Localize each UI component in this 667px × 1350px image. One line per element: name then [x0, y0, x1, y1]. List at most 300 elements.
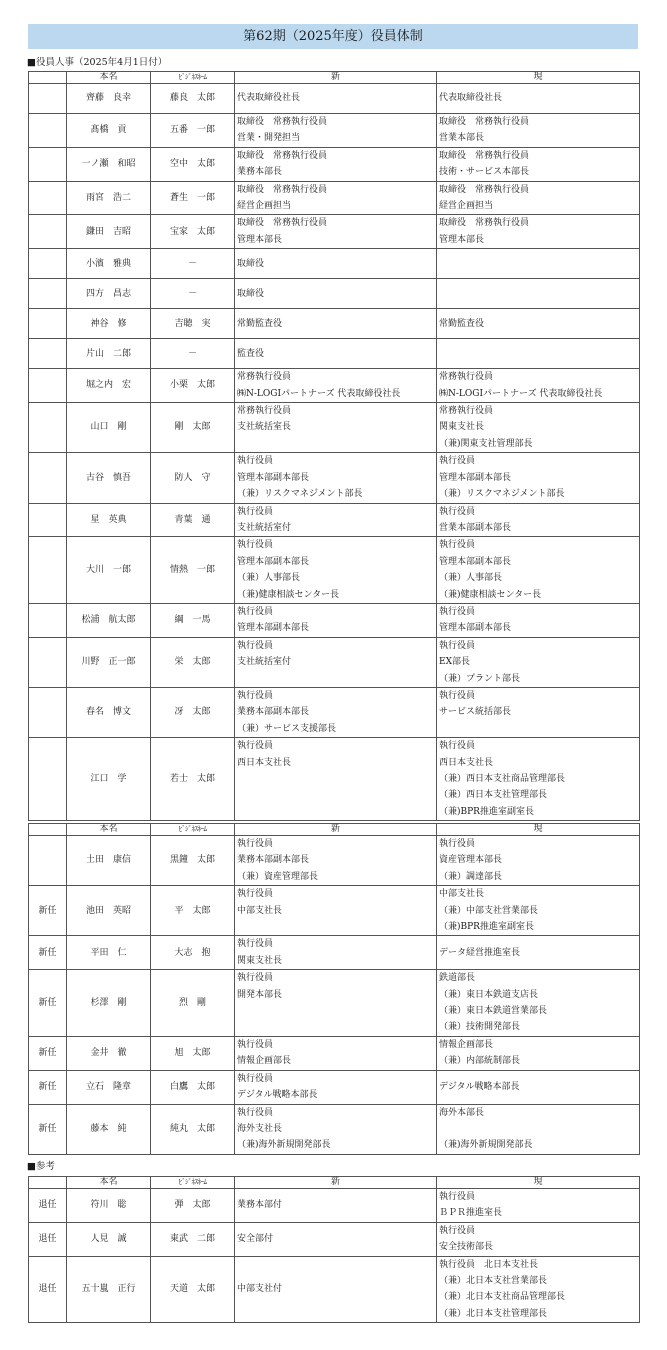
- position-line: （兼）リスクマネジメント部長: [439, 489, 565, 500]
- position-line: （兼）人事部長: [237, 573, 301, 584]
- position-line: [439, 721, 637, 737]
- position-line: [237, 1019, 434, 1035]
- status-cell: [29, 215, 67, 249]
- table-row: [29, 1070, 640, 1104]
- current-position-cell: [437, 369, 640, 403]
- position-line: 執行役員 北日本支社長: [439, 1259, 539, 1270]
- position-line: 常務執行役員: [439, 406, 494, 417]
- position-line: サービス統括部長: [439, 707, 512, 718]
- status-cell: [29, 836, 67, 886]
- table-row: [29, 687, 640, 737]
- business-name-cell: 情熱 一郎: [151, 537, 235, 604]
- name-cell: 神谷 修: [67, 309, 151, 339]
- status-cell: 退任: [29, 1222, 67, 1256]
- table-row: [29, 1036, 640, 1070]
- table-row: [29, 114, 640, 148]
- table-row: [29, 181, 640, 215]
- name-cell: 堀之内 宏: [67, 369, 151, 403]
- position-line: 管理本部副本部長: [237, 472, 310, 483]
- position-line: 関東支社長: [439, 422, 485, 433]
- position-line: 執行役員: [237, 1107, 274, 1118]
- table-row: [29, 403, 640, 453]
- position-line: 取締役 常務執行役員: [439, 184, 530, 195]
- new-position-cell: [235, 936, 437, 970]
- header-current: 現: [437, 72, 640, 84]
- business-name-cell: 大志 抱: [151, 936, 235, 970]
- position-line: 業務本部副本部長: [237, 855, 310, 866]
- name-cell: 雨宮 浩二: [67, 181, 151, 215]
- current-position-cell: [437, 279, 640, 309]
- header-status: [29, 72, 67, 84]
- appointments-table: [28, 71, 640, 821]
- section-label-reference: ■参考: [27, 1161, 55, 1172]
- status-cell: [29, 537, 67, 604]
- name-cell: 符川 聡: [67, 1189, 151, 1223]
- name-cell: 古谷 慎吾: [67, 453, 151, 503]
- status-cell: [29, 603, 67, 637]
- page-title: 第62期（2025年度）役員体制: [28, 24, 638, 49]
- position-line: 経営企画担当: [237, 201, 292, 212]
- current-position-cell: [437, 738, 640, 821]
- status-cell: 新任: [29, 970, 67, 1037]
- position-line: 執行役員: [237, 690, 274, 701]
- name-cell: 立石 隆章: [67, 1070, 151, 1104]
- position-line: 執行役員: [237, 741, 274, 752]
- header-status: [29, 824, 67, 836]
- position-line: 取締役 常務執行役員: [237, 117, 328, 127]
- position-line: 関東支社長: [237, 955, 283, 966]
- name-cell: 片山 二郎: [67, 339, 151, 369]
- status-cell: [29, 403, 67, 453]
- position-line: 経営企画担当: [439, 201, 494, 212]
- business-name-cell: 烈 剛: [151, 970, 235, 1037]
- position-line: 西日本支社長: [237, 757, 292, 768]
- position-line: [237, 804, 434, 820]
- position-line: 取締役: [237, 288, 265, 299]
- status-cell: [29, 637, 67, 687]
- table-row: [29, 1256, 640, 1323]
- position-line: 執行役員: [237, 506, 274, 517]
- position-line: 執行役員: [439, 540, 476, 551]
- position-line: 業務本部付: [237, 1200, 283, 1211]
- table-row: [29, 147, 640, 181]
- business-name-cell: 東武 二郎: [151, 1222, 235, 1256]
- new-position-cell: [235, 886, 437, 936]
- position-line: 常勤監査役: [237, 318, 283, 329]
- position-line: 情報企画部長: [237, 1056, 292, 1067]
- name-cell: 池田 英昭: [67, 886, 151, 936]
- status-cell: 新任: [29, 886, 67, 936]
- header-new: 新: [235, 824, 437, 836]
- position-line: データ経営推進室長: [439, 947, 521, 958]
- position-line: 業務本部副本部長: [237, 707, 310, 718]
- position-line: 営業本部長: [439, 133, 485, 144]
- position-line: 常務執行役員: [237, 372, 292, 383]
- position-line: [237, 1003, 434, 1019]
- table-row: [29, 836, 640, 886]
- business-name-cell: 吉聴 実: [151, 309, 235, 339]
- table-row: [29, 215, 640, 249]
- position-line: 技術・サービス本部長: [439, 167, 530, 178]
- position-line: [237, 671, 434, 687]
- status-cell: 新任: [29, 1036, 67, 1070]
- position-line: 代表取締役社長: [439, 93, 503, 104]
- position-line: ＢＰＲ推進室長: [439, 1208, 503, 1219]
- position-line: 開発本部長: [237, 989, 283, 1000]
- status-cell: [29, 309, 67, 339]
- business-name-cell: 栄 太郎: [151, 637, 235, 687]
- status-cell: 新任: [29, 936, 67, 970]
- position-line: 管理本部副本部長: [237, 623, 310, 634]
- table-row: [29, 738, 640, 821]
- current-position-cell: [437, 687, 640, 737]
- status-cell: [29, 279, 67, 309]
- new-position-cell: [235, 503, 437, 537]
- position-line: 安全部付: [237, 1234, 274, 1245]
- header-row: [29, 1177, 640, 1189]
- position-line: （兼）東日本鉄道営業部長: [439, 1006, 548, 1017]
- table-row: [29, 84, 640, 114]
- header-current: 現: [437, 1177, 640, 1189]
- position-line: 業務本部長: [237, 167, 283, 178]
- new-position-cell: [235, 181, 437, 215]
- current-position-cell: [437, 309, 640, 339]
- name-cell: 鎌田 吉昭: [67, 215, 151, 249]
- new-position-cell: [235, 738, 437, 821]
- new-position-cell: [235, 453, 437, 503]
- new-position-cell: [235, 249, 437, 279]
- business-name-cell: 小栗 太郎: [151, 369, 235, 403]
- position-line: 常勤監査役: [439, 318, 485, 329]
- position-line: 支社統括室付: [237, 522, 292, 533]
- status-cell: [29, 249, 67, 279]
- header-row: [29, 824, 640, 836]
- current-position-cell: [437, 147, 640, 181]
- status-cell: [29, 369, 67, 403]
- position-line: （兼）中部支社営業部長: [439, 905, 539, 916]
- current-position-cell: [437, 1036, 640, 1070]
- current-position-cell: [437, 637, 640, 687]
- status-cell: 退任: [29, 1189, 67, 1223]
- position-line: [237, 787, 434, 803]
- position-line: 執行役員: [439, 606, 476, 617]
- business-name-cell: 平 太郎: [151, 886, 235, 936]
- name-cell: 小濱 雅典: [67, 249, 151, 279]
- position-line: 海外本部長: [439, 1107, 485, 1118]
- new-position-cell: [235, 309, 437, 339]
- name-cell: 四方 昌志: [67, 279, 151, 309]
- business-name-cell: 白鷹 太郎: [151, 1070, 235, 1104]
- position-line: 安全技術部長: [439, 1242, 494, 1253]
- new-position-cell: [235, 339, 437, 369]
- new-position-cell: [235, 687, 437, 737]
- position-line: 執行役員: [439, 640, 476, 651]
- new-position-cell: [235, 114, 437, 148]
- name-cell: 山口 剛: [67, 403, 151, 453]
- new-position-cell: [235, 836, 437, 886]
- position-line: 執行役員: [439, 839, 476, 849]
- position-line: 執行役員: [439, 741, 476, 752]
- status-cell: [29, 181, 67, 215]
- table-row: [29, 886, 640, 936]
- name-cell: 川野 正一郎: [67, 637, 151, 687]
- position-line: 執行役員: [439, 690, 476, 701]
- business-name-cell: －: [151, 339, 235, 369]
- position-line: ㈱N-LOGIパートナーズ 代表取締役社長: [237, 388, 401, 399]
- name-cell: 髙橋 貢: [67, 114, 151, 148]
- header-current: 現: [437, 824, 640, 836]
- business-name-cell: 剛 太郎: [151, 403, 235, 453]
- table-row: [29, 970, 640, 1037]
- business-name-cell: 宝家 太郎: [151, 215, 235, 249]
- current-position-cell: [437, 970, 640, 1037]
- position-line: デジタル戦略本部長: [439, 1081, 520, 1092]
- position-line: （兼)BPR推進室副室長: [439, 922, 534, 933]
- new-position-cell: [235, 1070, 437, 1104]
- table-row: [29, 637, 640, 687]
- position-line: （兼）人事部長: [439, 573, 503, 584]
- position-line: 営業本部副本部長: [439, 522, 512, 533]
- current-position-cell: [437, 936, 640, 970]
- position-line: 監査役: [237, 348, 265, 359]
- position-line: 執行役員: [237, 456, 274, 467]
- position-line: 取締役 常務執行役員: [439, 150, 530, 161]
- table-row: [29, 249, 640, 279]
- new-position-cell: [235, 970, 437, 1037]
- new-position-cell: [235, 403, 437, 453]
- new-position-cell: [235, 1222, 437, 1256]
- current-position-cell: [437, 503, 640, 537]
- new-position-cell: [235, 215, 437, 249]
- position-line: 取締役 常務執行役員: [439, 218, 530, 229]
- position-line: 西日本支社長: [439, 757, 494, 768]
- position-line: 資産管理本部長: [439, 855, 503, 866]
- business-name-cell: 黒鐘 太郎: [151, 836, 235, 886]
- position-line: 管理本部副本部長: [439, 472, 512, 483]
- current-position-cell: [437, 1189, 640, 1223]
- current-position-cell: [437, 403, 640, 453]
- table-row: [29, 603, 640, 637]
- position-line: （兼）内部統制部長: [439, 1056, 521, 1067]
- position-line: （兼）サービス支援部長: [237, 723, 337, 734]
- reference-table: [28, 1176, 640, 1323]
- section-label-appointments: ■役員人事（2025年4月1日付）: [27, 57, 168, 68]
- table-row: [29, 279, 640, 309]
- position-line: 執行役員: [439, 506, 476, 517]
- business-name-cell: 藤良 太郎: [151, 84, 235, 114]
- position-line: （兼）リスクマネジメント部長: [237, 489, 363, 500]
- position-line: 管理本部副本部長: [439, 556, 512, 567]
- business-name-cell: －: [151, 279, 235, 309]
- position-line: 中部支社付: [237, 1284, 283, 1295]
- table-row: [29, 369, 640, 403]
- status-cell: [29, 147, 67, 181]
- header-name: 本名: [67, 824, 151, 836]
- current-position-cell: [437, 1070, 640, 1104]
- header-business-name: ﾋﾞｼﾞﾈｽﾈｰﾑ: [151, 72, 235, 84]
- position-line: 代表取締役社長: [237, 93, 301, 104]
- position-line: 常務執行役員: [237, 406, 292, 417]
- position-line: 執行役員: [237, 1073, 274, 1084]
- current-position-cell: [437, 1104, 640, 1154]
- name-cell: 五十嵐 正行: [67, 1256, 151, 1323]
- status-cell: 新任: [29, 1104, 67, 1154]
- current-position-cell: [437, 249, 640, 279]
- header-row: [29, 72, 640, 84]
- position-line: 管理本部副本部長: [439, 623, 512, 634]
- header-new: 新: [235, 1177, 437, 1189]
- position-line: ㈱N-LOGIパートナーズ 代表取締役社長: [439, 388, 603, 399]
- position-line: （兼）資産管理部長: [237, 871, 319, 882]
- table-row: [29, 453, 640, 503]
- position-line: （兼）調達部長: [439, 871, 503, 882]
- name-cell: 春名 博文: [67, 687, 151, 737]
- position-line: [439, 346, 637, 362]
- position-line: [237, 436, 434, 452]
- name-cell: 齊藤 良幸: [67, 84, 151, 114]
- name-cell: 土田 康信: [67, 836, 151, 886]
- name-cell: 江口 学: [67, 738, 151, 821]
- position-line: （兼)関東支社管理部長: [439, 438, 533, 449]
- name-cell: 人見 誠: [67, 1222, 151, 1256]
- table-row: [29, 503, 640, 537]
- header-status: [29, 1177, 67, 1189]
- position-line: 中部支社長: [237, 905, 283, 916]
- name-cell: 大川 一郎: [67, 537, 151, 604]
- position-line: 執行役員: [237, 939, 274, 950]
- table-row: [29, 936, 640, 970]
- position-line: [439, 256, 637, 272]
- table-row: [29, 309, 640, 339]
- current-position-cell: [437, 453, 640, 503]
- position-line: （兼)健康相談センター長: [237, 589, 340, 600]
- current-position-cell: [437, 215, 640, 249]
- name-cell: 平田 仁: [67, 936, 151, 970]
- current-position-cell: [437, 603, 640, 637]
- position-line: 執行役員: [237, 889, 274, 900]
- current-position-cell: [437, 886, 640, 936]
- status-cell: 退任: [29, 1256, 67, 1323]
- position-line: 執行役員: [237, 839, 274, 849]
- status-cell: [29, 339, 67, 369]
- position-line: （兼）技術開発部長: [439, 1022, 521, 1033]
- business-name-cell: 青葉 通: [151, 503, 235, 537]
- position-line: 執行役員: [237, 640, 274, 651]
- business-name-cell: 空中 太郎: [151, 147, 235, 181]
- status-cell: 新任: [29, 1070, 67, 1104]
- position-line: [439, 1121, 637, 1137]
- status-cell: [29, 114, 67, 148]
- current-position-cell: [437, 836, 640, 886]
- position-line: 海外支社長: [237, 1123, 283, 1134]
- position-line: （兼）北日本支社営業部長: [439, 1276, 548, 1287]
- header-business-name: ﾋﾞｼﾞﾈｽﾈｰﾑ: [151, 824, 235, 836]
- new-position-cell: [235, 279, 437, 309]
- position-line: 取締役 常務執行役員: [237, 184, 328, 195]
- table-row: [29, 339, 640, 369]
- position-line: 執行役員: [439, 456, 476, 467]
- position-line: 取締役 常務執行役員: [237, 218, 328, 229]
- new-position-cell: [235, 1189, 437, 1223]
- new-position-cell: [235, 537, 437, 604]
- position-line: 管理本部長: [439, 234, 485, 245]
- position-line: 執行役員: [439, 1225, 476, 1236]
- new-position-cell: [235, 603, 437, 637]
- header-name: 本名: [67, 1177, 151, 1189]
- appointments-table-continued: [28, 823, 640, 1155]
- current-position-cell: [437, 84, 640, 114]
- business-name-cell: 旭 太郎: [151, 1036, 235, 1070]
- position-line: 執行役員: [237, 540, 274, 551]
- business-name-cell: 天道 太郎: [151, 1256, 235, 1323]
- position-line: 執行役員: [237, 973, 274, 984]
- position-line: （兼)BPR推進室副室長: [439, 806, 534, 817]
- business-name-cell: 五番 一郎: [151, 114, 235, 148]
- position-line: （兼）北日本支社管理部長: [439, 1308, 548, 1319]
- current-position-cell: [437, 537, 640, 604]
- header-business-name: ﾋﾞｼﾞﾈｽﾈｰﾑ: [151, 1177, 235, 1189]
- position-line: 執行役員: [439, 1192, 476, 1202]
- current-position-cell: [437, 1256, 640, 1323]
- status-cell: [29, 503, 67, 537]
- business-name-cell: 綱 一馬: [151, 603, 235, 637]
- header-new: 新: [235, 72, 437, 84]
- position-line: 取締役 常務執行役員: [439, 117, 530, 127]
- position-line: 支社統括室長: [237, 422, 292, 433]
- new-position-cell: [235, 369, 437, 403]
- status-cell: [29, 738, 67, 821]
- position-line: （兼）西日本支社商品管理部長: [439, 774, 566, 784]
- position-line: 取締役: [237, 258, 265, 269]
- business-name-cell: －: [151, 249, 235, 279]
- business-name-cell: 純丸 太郎: [151, 1104, 235, 1154]
- new-position-cell: [235, 84, 437, 114]
- new-position-cell: [235, 637, 437, 687]
- position-line: EX部長: [439, 657, 470, 668]
- position-line: 管理本部長: [237, 234, 283, 245]
- position-line: [237, 771, 434, 787]
- current-position-cell: [437, 1222, 640, 1256]
- position-line: [439, 286, 637, 302]
- name-cell: 一ノ瀬 和昭: [67, 147, 151, 181]
- table-row: [29, 1222, 640, 1256]
- position-line: 情報企画部長: [439, 1039, 494, 1050]
- business-name-cell: 防人 守: [151, 453, 235, 503]
- position-line: （兼)健康相談センター長: [439, 589, 542, 600]
- status-cell: [29, 453, 67, 503]
- position-line: 支社統括室付: [237, 657, 292, 668]
- status-cell: [29, 84, 67, 114]
- position-line: 営業・開発担当: [237, 133, 301, 144]
- position-line: （兼）西日本支社管理部長: [439, 790, 548, 801]
- position-line: 執行役員: [237, 606, 274, 617]
- position-line: [237, 919, 434, 935]
- header-name: 本名: [67, 72, 151, 84]
- status-cell: [29, 687, 67, 737]
- position-line: （兼）プラント部長: [439, 673, 521, 684]
- table-row: [29, 1189, 640, 1223]
- business-name-cell: 弾 太郎: [151, 1189, 235, 1223]
- position-line: 取締役 常務執行役員: [237, 150, 328, 161]
- business-name-cell: 若士 太郎: [151, 738, 235, 821]
- position-line: 中部支社長: [439, 889, 485, 900]
- position-line: （兼)海外新規開発部長: [237, 1140, 331, 1151]
- position-line: 鉄道部長: [439, 973, 476, 984]
- position-line: 常務執行役員: [439, 372, 494, 383]
- name-cell: 藤本 純: [67, 1104, 151, 1154]
- table-row: [29, 537, 640, 604]
- table-row: [29, 1104, 640, 1154]
